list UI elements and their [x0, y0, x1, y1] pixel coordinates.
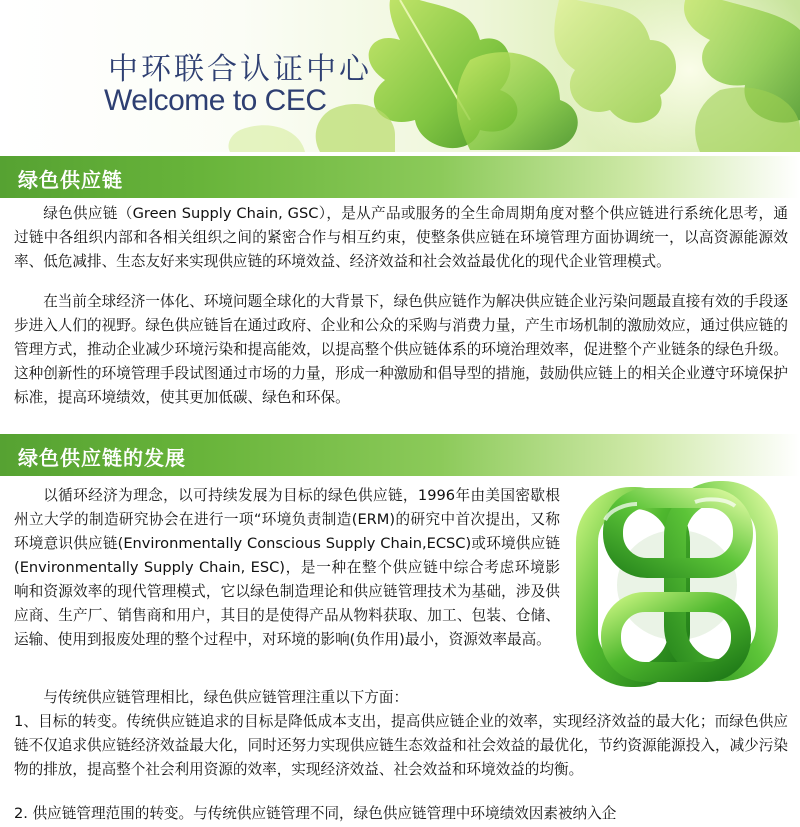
paragraph: 与传统供应链管理相比，绿色供应链管理注重以下方面：: [43, 689, 409, 706]
paragraph: 以循环经济为理念，以可持续发展为目标的绿色供应链，1996年由美国密歇根州立大学的制造研究协会在进行一项“环境负责制造(ERM)的研究中首次提出，又称环境意识供应链(Environmentally Conscious Supply Chain,ECSC)或环境供应链(Environmentally Supply Chain, ESC)，是一种在整个供应链中综合考虑环境影响和资源效率的现代管理模式，它以绿色制造理论和供应链管理技术为基础，涉及供应商、生产厂、销售商和用户，其目的是使得产品从物料获取、加工、包装、仓储、运输、使用到报废处理的整个过程中，对环境的影响(负作用)最小，资源效率最高。: [14, 487, 560, 648]
section-header-green-supply-chain: [0, 156, 800, 198]
brand-title-en: Welcome to CEC: [104, 84, 327, 117]
section-header-development: [0, 434, 800, 476]
section-heading: 绿色供应链: [18, 168, 123, 192]
paragraph: 1、目标的转变。传统供应链追求的目标是降低成本支出，提高供应链企业的效率，实现经济效益的最大化；而绿色供应链不仅追求供应链经济效益最大化，同时还努力实现供应链生态效益和社会效益的最优化，节约资源能源投入，减少污染物的排放，提高整个社会利用资源的效率，实现经济效益、社会效益和环境效益的均衡。: [14, 713, 788, 778]
paragraph: 在当前全球经济一体化、环境问题全球化的大背景下，绿色供应链作为解决供应链企业污染问题最直接有效的手段逐步进入人们的视野。绿色供应链旨在通过政府、企业和公众的采购与消费力量，产生市场机制的激励效应，通过供应链的管理方式，推动企业减少环境污染和提高能效，以提高整个供应链体系的环境治理效率，促进整个产业链条的绿色升级。这种创新性的环境管理手段试图通过市场的力量，形成一种激励和倡导型的措施，鼓励供应链上的相关企业遵守环境保护标准，提高环境绩效，使其更加低碳、绿色和环保。: [14, 293, 788, 406]
paragraph: 绿色供应链（Green Supply Chain, GSC），是从产品或服务的全生命周期角度对整个供应链进行系统化思考，通过链中各组织内部和各相关组织之间的紧密合作与相互约束，使整条供应链在环境管理方面协调统一，以高资源能源效率、低危减排、生态友好来实现供应链的环境效益、经济效益和社会效益最优化的现代企业管理模式。: [14, 205, 788, 270]
interlocked-chain-logo-icon: [565, 480, 790, 690]
header-banner: [0, 0, 800, 152]
brand-title-cn: 中环联合认证中心: [108, 52, 372, 87]
section-heading: 绿色供应链的发展: [18, 446, 186, 470]
paragraph: 2. 供应链管理范围的转变。与传统供应链管理不同，绿色供应链管理中环境绩效因素被纳入企: [14, 805, 617, 822]
